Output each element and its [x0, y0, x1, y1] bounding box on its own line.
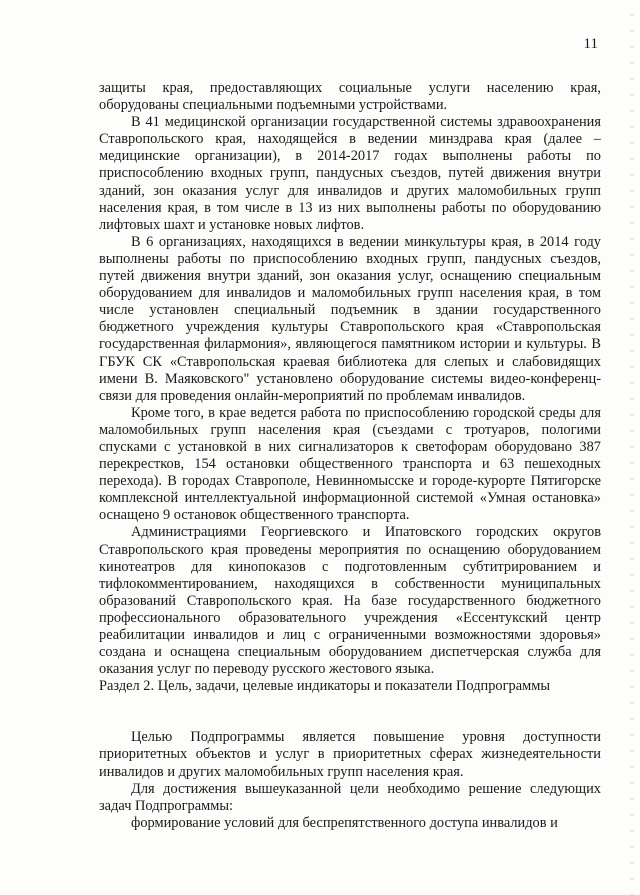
paragraph-5: Администрациями Георгиевского и Ипатовского городских округов Ставропольского края проведены мероприятия по оснащению оборудованием кинотеатров для кинопоказов с подготовленным субтитрированием и тифлокомментированием, находящихся в собственности муниципальных образований Ставропольского края. На базе государственного бюджетного профессионального образовательного учреждения «Ессентукский центр реабилитации инвалидов и лиц с ограниченными возможностями здоровья» создана и оснащена специальным оборудованием диспетчерская служба для оказания услуг по переводу русского жестового языка. — [99, 524, 601, 678]
body-text — [99, 80, 601, 832]
scan-edge-marks — [630, 0, 634, 895]
paragraph-2: В 41 медицинской организации государственной системы здравоохранения Ставропольского края, находящейся в ведении минздрава края (далее – медицинские организации), в 2014-2017 годах выполнены работы по приспособлению входных групп, пандусных съездов, путей движения внутри зданий, зон оказания услуг для инвалидов и других маломобильных групп населения края, в том числе в 13 из них выполнены работы по оборудованию лифтовых шахт и установке новых лифтов. — [99, 114, 601, 233]
paragraph-4: Кроме того, в крае ведется работа по приспособлению городской среды для маломобильных групп населения края (съездами с тротуаров, пологими спусками с установкой в них сигнализаторов к светофорам оборудовано 387 перекрестков, 154 остановки общественного транспорта и 63 пешеходных перехода). В городах Ставрополе, Невинномысске и городе-курорте Пятигорске комплексной интеллектуальной информационной системой «Умная остановка» оснащено 9 остановок общественного транспорта. — [99, 404, 601, 524]
task-item-paragraph: формирование условий для беспрепятственного доступа инвалидов и — [131, 814, 558, 831]
goal-paragraph: Целью Подпрограммы является повышение уровня доступности приоритетных объектов и услуг в приоритетных сферах жизнедеятельности инвалидов и других маломобильных групп населения края. — [99, 729, 601, 780]
page-number: 11 — [583, 36, 598, 52]
section-heading: Раздел 2. Цель, задачи, целевые индикаторы и показатели Подпрограммы — [99, 678, 550, 695]
paragraph-3: В 6 организациях, находящихся в ведении минкультуры края, в 2014 году выполнены работы по приспособлению входных групп, пандусных съездов, путей движения внутри зданий, зон оказания услуг, оснащению специальным оборудованием для инвалидов и маломобильных групп населения края, в том числе установлен специальный подъемник в здании государственного бюджетного учреждения культуры Ставропольского края «Ставропольская государственная филармония», являющегося памятником истории и культуры. В ГБУК СК «Ставропольская краевая библиотека для слепых и слабовидящих имени В. Маяковского" установлено оборудование системы видео-конференц-связи для проведения онлайн-мероприятий по проблемам инвалидов. — [99, 233, 601, 404]
tasks-intro-paragraph: Для достижения вышеуказанной цели необходимо решение следующих задач Подпрограммы: — [99, 780, 601, 814]
paragraph-1: защиты края, предоставляющих социальные услуги населению края, оборудованы специальными подъемными устройствами. — [99, 80, 601, 114]
